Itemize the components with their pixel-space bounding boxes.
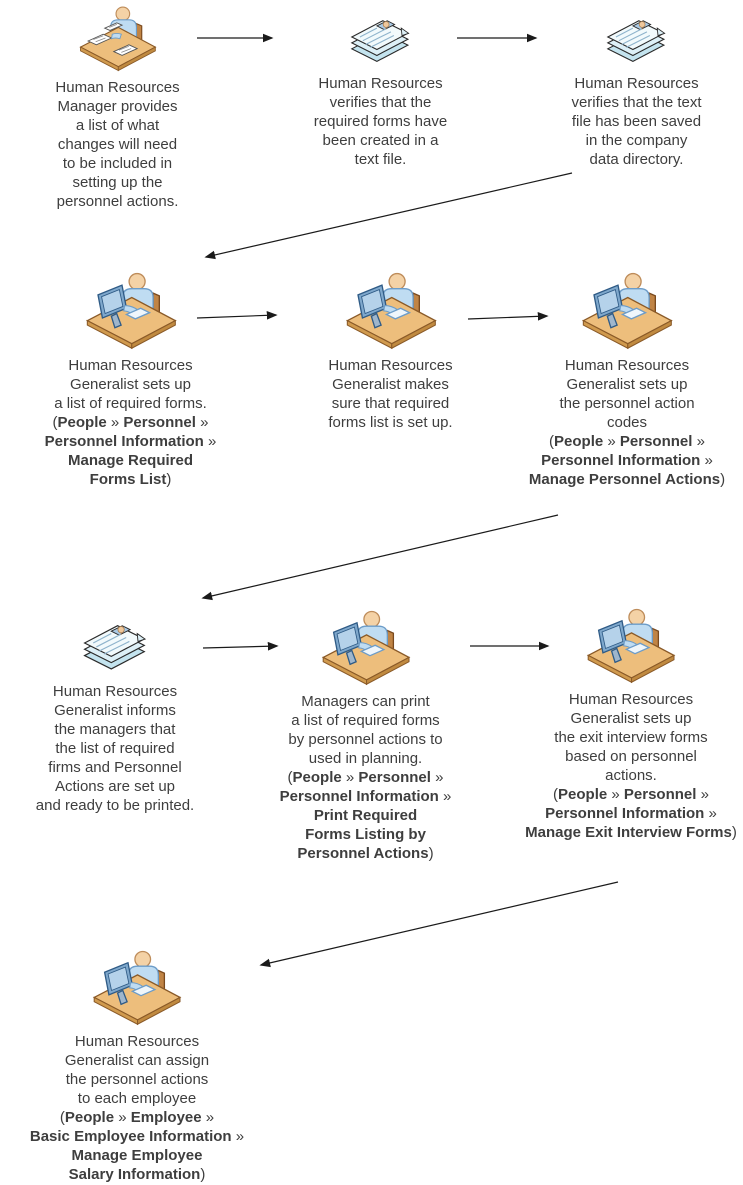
caption-line: sure that required — [331, 395, 450, 412]
caption-line: firms and Personnel — [48, 759, 182, 776]
caption-line: Manage Required — [67, 452, 194, 469]
caption-line: and ready to be printed. — [35, 797, 195, 814]
flow-node-verify-file-saved — [533, 6, 740, 169]
caption-line: (People » Personnel » — [553, 786, 709, 803]
caption-line: in the company — [585, 132, 688, 149]
caption-line: (People » Personnel » — [52, 414, 209, 431]
caption-line: Generalist can assign — [64, 1052, 210, 1069]
caption-line: been created in a — [322, 132, 439, 149]
caption-line: Human Resources — [318, 75, 443, 92]
caption-line: Generalist informs — [54, 702, 176, 719]
document-stack-icon — [72, 610, 158, 676]
caption-line: Manage Exit Interview Forms) — [525, 824, 737, 841]
caption-line: codes — [606, 414, 648, 431]
caption-line: Human Resources — [328, 357, 453, 374]
caption-line: Personnel Actions) — [297, 845, 434, 862]
flow-node-inform-managers — [15, 610, 215, 815]
caption-line: file has been saved — [571, 113, 702, 130]
caption-line: Forms Listing by — [305, 826, 426, 843]
person-computer-icon — [82, 270, 180, 350]
caption-line: to each employee — [77, 1090, 197, 1107]
flow-node-setup-exit-interview-forms — [518, 606, 743, 842]
caption-line: the managers that — [54, 721, 176, 738]
caption-line: Print Required — [313, 807, 418, 824]
caption-line: Personnel Information » — [44, 433, 217, 450]
caption-line: Generalist sets up — [570, 710, 692, 727]
caption-line: (People » Personnel » — [287, 769, 444, 786]
node-caption — [278, 74, 483, 169]
document-stack-icon — [340, 6, 421, 68]
caption-line: (People » Personnel » — [549, 433, 705, 450]
flow-arrow-5-to-6 — [203, 515, 558, 598]
caption-line: Human Resources — [52, 683, 178, 700]
caption-line: text file. — [354, 151, 407, 168]
flow-arrow-8-to-9 — [261, 882, 618, 965]
caption-line: Basic Employee Information » — [29, 1128, 245, 1145]
person-computer-icon — [89, 948, 184, 1026]
caption-line: a list of required forms. — [54, 395, 207, 412]
node-caption — [253, 692, 478, 863]
caption-line: Managers can print — [301, 693, 430, 710]
caption-line: the exit interview forms — [554, 729, 708, 746]
caption-line: Human Resources — [68, 357, 193, 374]
caption-line: Manage Employee — [71, 1147, 203, 1164]
node-caption — [512, 356, 742, 489]
caption-line: Personnel Information » — [279, 788, 452, 805]
flow-node-hr-manager-change-list — [15, 4, 220, 211]
caption-line: the list of required — [55, 740, 175, 757]
caption-line: the personnel action — [559, 395, 695, 412]
document-stack-icon — [596, 6, 677, 68]
person-computer-icon — [578, 270, 676, 350]
caption-line: verifies that the text — [571, 94, 702, 111]
caption-line: Human Resources — [574, 75, 699, 92]
caption-line: required forms have — [313, 113, 448, 130]
caption-line: a list of required forms — [291, 712, 440, 729]
caption-line: a list of what — [75, 117, 160, 134]
caption-line: actions. — [605, 767, 657, 784]
node-caption — [18, 356, 243, 489]
node-caption — [533, 74, 740, 169]
caption-line: Generalist sets up — [70, 376, 191, 393]
node-caption — [15, 78, 220, 211]
node-caption — [3, 1032, 271, 1184]
caption-line: (People » Employee » — [59, 1109, 215, 1126]
caption-line: to be included in — [62, 155, 173, 172]
node-caption — [15, 682, 215, 815]
person-computer-icon — [318, 608, 413, 686]
caption-line: Human Resources — [568, 691, 694, 708]
caption-line: by personnel actions to — [288, 731, 443, 748]
caption-line: verifies that the — [329, 94, 432, 111]
caption-line: Manage Personnel Actions) — [528, 471, 726, 488]
caption-line: data directory. — [589, 151, 684, 168]
caption-line: Forms List) — [89, 471, 172, 488]
flow-node-assign-personnel-actions — [3, 948, 271, 1184]
caption-line: Manager provides — [57, 98, 178, 115]
caption-line: changes will need — [57, 136, 178, 153]
caption-line: Generalist makes — [332, 376, 449, 393]
caption-line: Human Resources — [55, 79, 180, 96]
caption-line: Salary Information) — [68, 1166, 206, 1183]
caption-line: Human Resources — [74, 1033, 200, 1050]
flow-node-verify-forms-text-file — [278, 6, 483, 169]
flow-node-setup-required-forms-list — [18, 270, 243, 489]
person-computer-icon — [583, 606, 678, 684]
caption-line: Personnel Information » — [545, 805, 717, 822]
person-computer-icon — [342, 270, 440, 350]
node-caption — [518, 690, 743, 842]
caption-line: Actions are set up — [54, 778, 176, 795]
caption-line: Generalist sets up — [566, 376, 688, 393]
caption-line: used in planning. — [308, 750, 423, 767]
caption-line: forms list is set up. — [328, 414, 453, 431]
caption-line: setting up the — [72, 174, 163, 191]
flow-node-check-forms-list — [288, 270, 493, 432]
caption-line: Human Resources — [564, 357, 690, 374]
flow-node-setup-personnel-action-codes — [512, 270, 742, 489]
caption-line: personnel actions. — [56, 193, 179, 210]
caption-line: based on personnel — [565, 748, 697, 765]
caption-line: the personnel actions — [65, 1071, 209, 1088]
flow-arrow-2-to-3 — [206, 173, 572, 257]
caption-line: Personnel Information » — [541, 452, 713, 469]
person-desk-papers-icon — [76, 4, 159, 72]
node-caption — [288, 356, 493, 432]
flow-node-print-required-forms-listing — [253, 608, 478, 863]
